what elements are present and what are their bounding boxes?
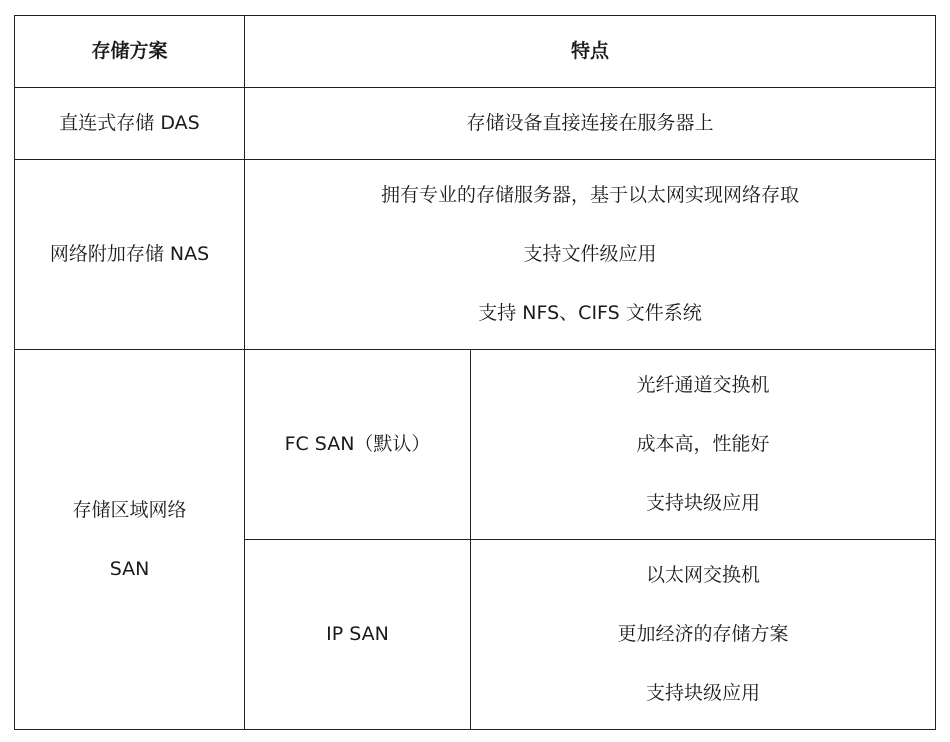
table-row-fc-san [15, 350, 936, 540]
header-row [15, 16, 936, 88]
fc-san-feature-3: 支持块级应用 [646, 491, 761, 514]
das-features [245, 88, 936, 160]
table-row-nas [15, 160, 936, 350]
fc-san-name: FC SAN（默认） [245, 350, 471, 540]
fc-san-feature-1: 光纤通道交换机 [636, 374, 770, 397]
fc-san-feature-2: 成本高，性能好 [636, 433, 770, 456]
ip-san-name: IP SAN [245, 540, 471, 730]
das-name: 直连式存储 DAS [15, 88, 245, 160]
storage-comparison-table-container [14, 15, 935, 730]
san-name-line-2: SAN [109, 557, 150, 580]
ip-san-feature-3: 支持块级应用 [646, 681, 761, 704]
header-solution: 存储方案 [15, 16, 245, 88]
fc-san-features [471, 350, 936, 540]
nas-name: 网络附加存储 NAS [15, 160, 245, 350]
nas-feature-2: 支持文件级应用 [523, 243, 657, 266]
san-name [15, 350, 245, 730]
nas-features [245, 160, 936, 350]
header-features: 特点 [245, 16, 936, 88]
storage-comparison-table [14, 15, 936, 730]
san-name-line-1: 存储区域网络 [72, 498, 187, 521]
das-feature-1: 存储设备直接连接在服务器上 [466, 112, 714, 135]
nas-feature-1: 拥有专业的存储服务器，基于以太网实现网络存取 [381, 184, 800, 207]
ip-san-features [471, 540, 936, 730]
ip-san-feature-1: 以太网交换机 [646, 564, 761, 587]
ip-san-feature-2: 更加经济的存储方案 [617, 623, 789, 646]
nas-feature-3: 支持 NFS、CIFS 文件系统 [478, 301, 702, 324]
table-row-das [15, 88, 936, 160]
